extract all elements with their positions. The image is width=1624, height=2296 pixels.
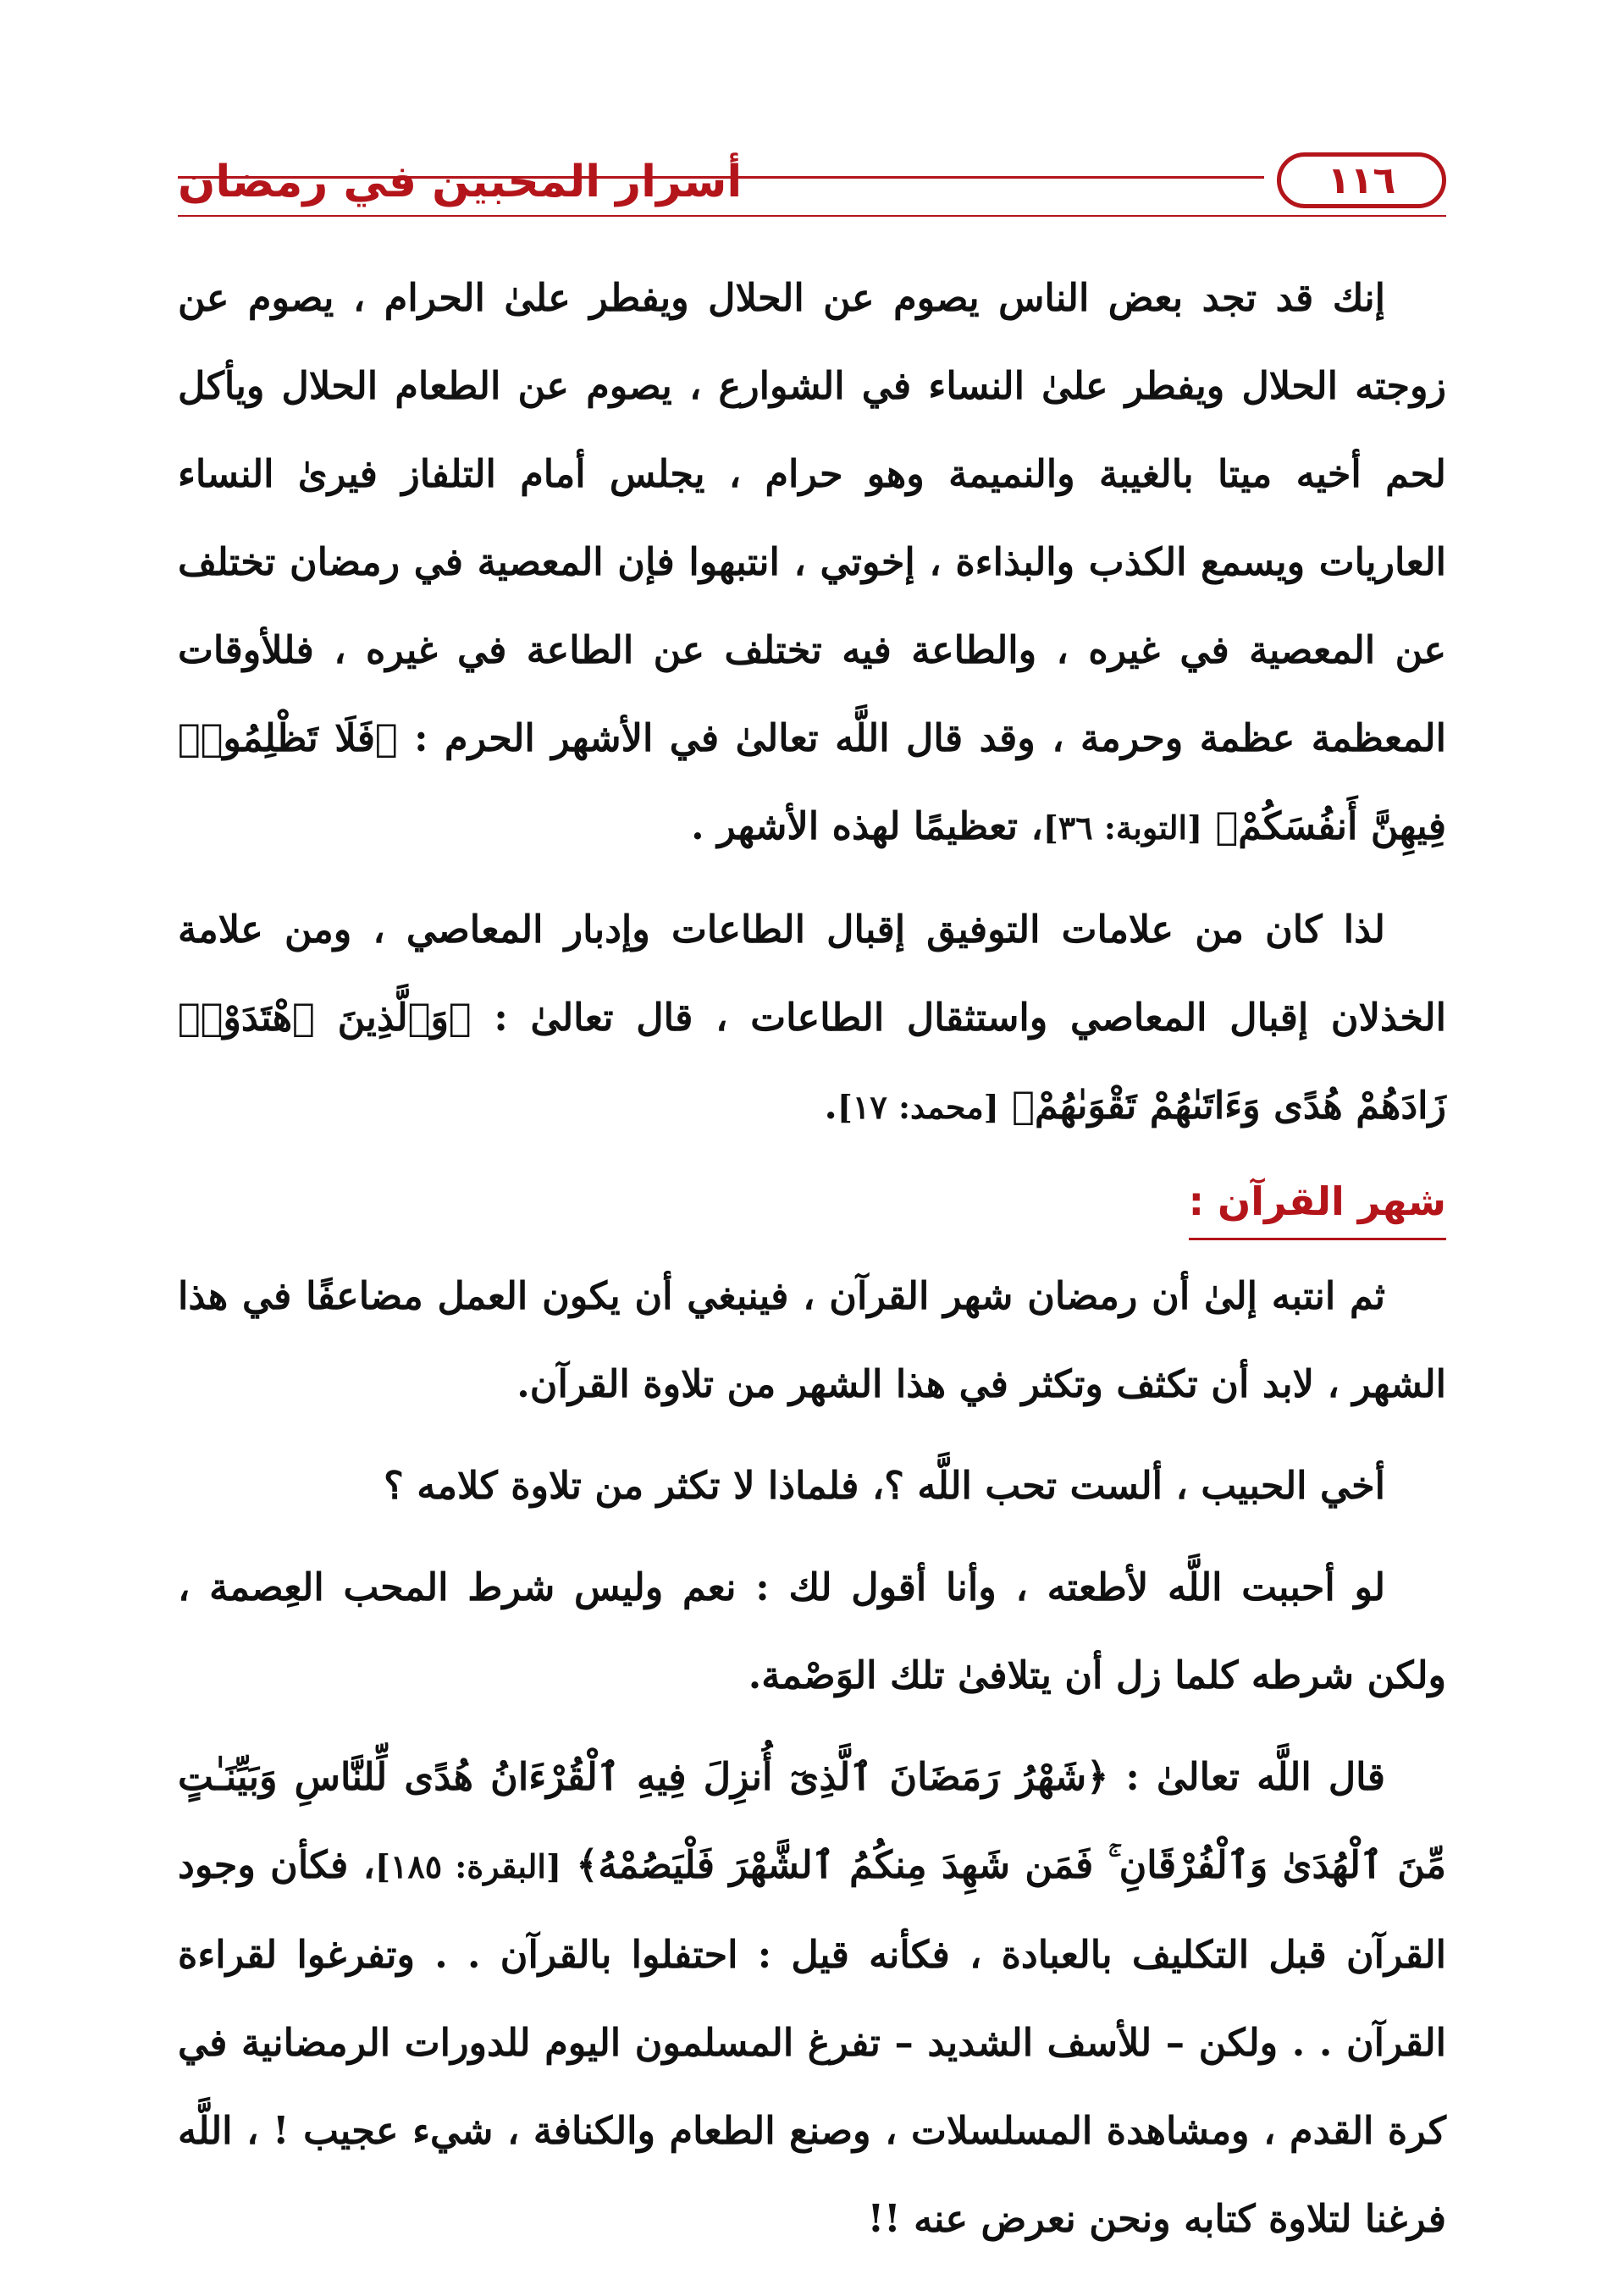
page-content	[178, 254, 1446, 2277]
paragraph-5: لو أحببت اللَّه لأطعته ، وأنا أقول لك : نعم وليس شرط المحب العِصمة ، ولكن شرطه كلما زل أن يتلافىٰ تلك الوَصْمة.	[178, 1565, 1446, 1697]
paragraph-3: ثم انتبه إلىٰ أن رمضان شهر القرآن ، فينبغي أن يكون العمل مضاعفًا في هذا الشهر ، لابد أن تكثف وتكثر في هذا الشهر من تلاوة القرآن.	[178, 1274, 1446, 1406]
paragraph-text: إنك قد تجد بعض الناس يصوم عن الحلال ويفطر علىٰ الحرام ، يصوم عن زوجته الحلال ويفطر علىٰ النساء في الشوارع ، يصوم عن الطعام الحلال ويأكل لحم أخيه ميتا بالغيبة والنميمة وهو حرام ، يجلس أمام التلفاز فيرىٰ النساء العاريات ويسمع الكذب والبذاءة ، إخوتي ، انتبهوا فإن المعصية في رمضان تختلف عن المعصية في غيره ، والطاعة فيه تختلف عن الطاعة في غيره ، فللأوقات المعظمة عظمة وحرمة ، وقد قال اللَّه تعالىٰ في الأشهر الحرم :	[178, 276, 1446, 760]
paragraph-2	[178, 886, 1446, 1151]
section-heading-wrap	[178, 1165, 1446, 1245]
paragraph-text: لذا كان من علامات التوفيق إقبال الطاعات وإدبار المعاصي ، ومن علامة الخذلان إقبال المعاصي واستثقال الطاعات ، قال تعالىٰ :	[178, 908, 1446, 1040]
paragraph-text: ، تعظيمًا لهذه الأشهر .	[691, 804, 1043, 848]
verse-reference: [البقرة: ١٨٥]	[374, 1847, 561, 1885]
header-rule	[178, 176, 1264, 179]
quran-verse: ﴿فَلَا تَظْلِمُوا۟ فِيهِنَّ أَنفُسَكُمْ﴾	[178, 716, 1446, 848]
paragraph-1	[178, 254, 1446, 872]
header-rule-bottom	[178, 215, 1446, 217]
paragraph-text: .	[824, 1084, 837, 1128]
paragraph-4: أخي الحبيب ، ألست تحب اللَّه ؟، فلماذا لا تكثر من تلاوة كلامه ؟	[384, 1464, 1385, 1508]
page-header	[178, 144, 1446, 220]
quran-verse: ﴿شَهْرُ رَمَضَانَ ٱلَّذِىٓ أُنزِلَ فِيهِ ٱلْقُرْءَانُ هُدًى لِّلنَّاسِ وَبَيِّنَـٰتٍ مِّنَ ٱلْهُدَىٰ وَٱلْفُرْقَانِ ۚ فَمَن شَهِدَ مِنكُمُ ٱلشَّهْرَ فَلْيَصُمْهُ﴾	[178, 1755, 1447, 1887]
running-title: أسرار المحبين في رمضان	[178, 157, 743, 207]
quran-verse: ﴿وَٱلَّذِينَ ٱهْتَدَوْا۟ زَادَهُمْ هُدًى وَءَاتَىٰهُمْ تَقْوَىٰهُمْ﴾	[178, 996, 1446, 1128]
page-number-badge: ١١٦	[1277, 152, 1446, 208]
paragraph-6	[178, 1733, 1446, 2263]
section-heading: شهر القرآن :	[1189, 1165, 1446, 1240]
paragraph-text: ، فكأن وجود القرآن قبل التكليف بالعبادة ، فكأنه قيل : احتفلوا بالقرآن . . وتفرغوا لقراءة القرآن . . ولكن – للأسف الشديد – تفرغ المسلمون اليوم للدورات الرمضانية في كرة القدم ، ومشاهدة المسلسلات ، وصنع الطعام والكنافة ، شيء عجيب ! ، اللَّه فرغنا لتلاوة كتابه ونحن نعرض عنه !!	[178, 1843, 1446, 2241]
verse-reference: [محمد: ١٧]	[837, 1088, 999, 1126]
verse-reference: [التوبة: ٣٦]	[1042, 809, 1203, 847]
paragraph-text: قال اللَّه تعالىٰ :	[1108, 1755, 1385, 1799]
